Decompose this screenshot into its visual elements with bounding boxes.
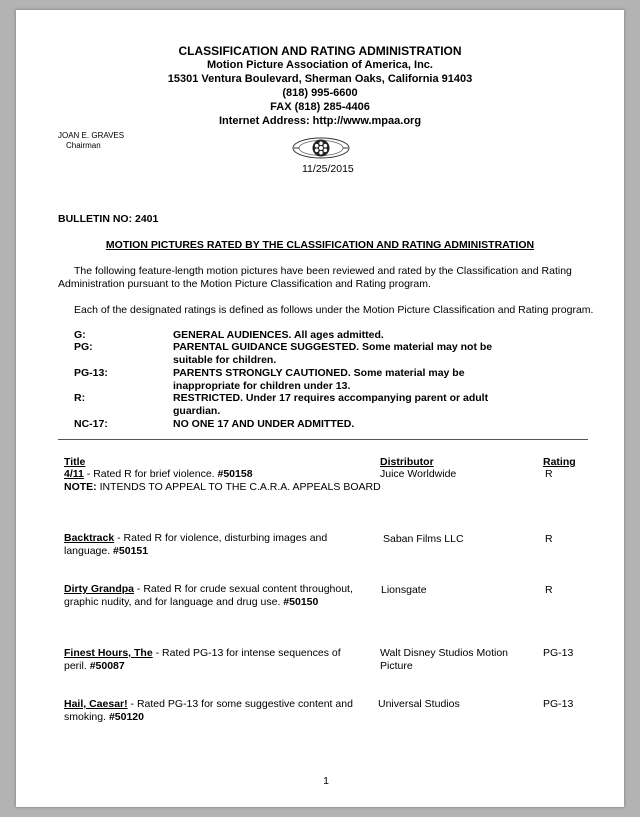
- appeal-note: [64, 481, 604, 493]
- film-number: #50150: [283, 595, 319, 608]
- rating-desc: PARENTAL GUIDANCE SUGGESTED. Some material may not be suitable for children.: [173, 341, 493, 366]
- film-entry: [64, 468, 364, 481]
- document-page: [16, 10, 624, 807]
- fax: FAX (818) 285-4406: [270, 101, 370, 113]
- rating-desc: RESTRICTED. Under 17 requires accompanying parent or adult guardian.: [173, 392, 489, 417]
- film-distributor: Saban Films LLC: [383, 533, 464, 545]
- film-rating: PG-13: [543, 698, 574, 710]
- film-title: 4/11: [64, 468, 84, 480]
- address: 15301 Ventura Boulevard, Sherman Oaks, California 91403: [167, 73, 473, 85]
- divider: [58, 439, 588, 440]
- film-title: Backtrack: [64, 532, 115, 544]
- column-header-title: Title: [64, 456, 86, 468]
- film-number: #50158: [217, 468, 253, 480]
- chairman-title: Chairman: [66, 141, 101, 150]
- film-rating-reason: - Rated R for crude sexual content throughout, graphic nudity, and for language and drug use.: [64, 583, 353, 608]
- film-rating: R: [545, 468, 553, 480]
- rating-desc: GENERAL AUDIENCES. All ages admitted.: [173, 329, 384, 341]
- note-label: NOTE:: [64, 481, 97, 493]
- mpaa-logo-icon: [292, 135, 350, 161]
- rating-code: PG:: [74, 341, 93, 353]
- film-number: #50151: [113, 544, 149, 557]
- chairman-name: JOAN E. GRAVES: [58, 131, 125, 140]
- film-rating: R: [545, 584, 553, 596]
- rating-code: PG-13:: [74, 367, 108, 379]
- film-rating-reason: - Rated PG-13 for some suggestive content and smoking.: [64, 698, 353, 723]
- film-title: Finest Hours, The: [64, 647, 153, 659]
- film-entry: [64, 532, 364, 557]
- film-rating: PG-13: [543, 647, 574, 659]
- film-title: Dirty Grandpa: [64, 583, 135, 595]
- film-rating-reason: - Rated R for brief violence.: [83, 468, 218, 480]
- rating-code: G:: [74, 329, 86, 341]
- film-distributor: Juice Worldwide: [380, 468, 457, 480]
- film-distributor: Lionsgate: [381, 584, 427, 596]
- film-number: #50120: [108, 710, 144, 723]
- film-entry: [64, 583, 364, 608]
- film-distributor: Walt Disney Studios Motion Picture: [380, 647, 508, 672]
- film-entry: [64, 698, 364, 723]
- rating-code: NC-17:: [74, 418, 108, 430]
- film-number: #50087: [89, 659, 125, 672]
- intro-paragraph: The following feature-length motion pictures have been reviewed and rated by the Classification and Rating Administration pursuant to the Motion Picture Classification and Rating program.: [58, 265, 572, 290]
- org-name: CLASSIFICATION AND RATING ADMINISTRATION: [178, 44, 462, 58]
- note-text: INTENDS TO APPEAL TO THE C.A.R.A. APPEALS BOARD: [96, 481, 381, 493]
- film-rating: R: [545, 533, 553, 545]
- section-title: MOTION PICTURES RATED BY THE CLASSIFICATION AND RATING ADMINISTRATION: [105, 239, 535, 251]
- film-rating-reason: - Rated R for violence, disturbing images and language.: [64, 532, 328, 557]
- film-title: Hail, Caesar!: [64, 698, 128, 710]
- column-header-distributor: Distributor: [380, 456, 434, 468]
- column-header-rating: Rating: [543, 456, 576, 468]
- phone: (818) 995-6600: [282, 87, 358, 99]
- bulletin-date: 11/25/2015: [302, 163, 354, 175]
- bulletin-number: BULLETIN NO: 2401: [58, 213, 159, 225]
- ratings-intro: Each of the designated ratings is defined as follows under the Motion Picture Classification and Rating program.: [74, 304, 594, 316]
- rating-desc: PARENTS STRONGLY CAUTIONED. Some material may be inappropriate for children under 13.: [173, 367, 465, 392]
- parent-org: Motion Picture Association of America, Inc.: [207, 59, 433, 71]
- rating-code: R:: [74, 392, 86, 404]
- rating-desc: NO ONE 17 AND UNDER ADMITTED.: [173, 418, 355, 430]
- web-address: Internet Address: http://www.mpaa.org: [218, 115, 422, 127]
- film-rating-reason: - Rated PG-13 for intense sequences of peril.: [64, 647, 341, 672]
- page-number: 1: [323, 775, 329, 787]
- film-distributor: Universal Studios: [378, 698, 460, 710]
- film-entry: [64, 647, 364, 672]
